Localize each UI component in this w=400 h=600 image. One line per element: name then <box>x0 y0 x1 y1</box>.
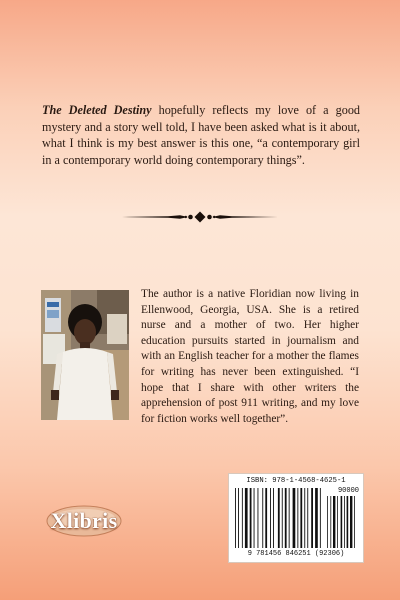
isbn-label: ISBN: 978-1-4568-4625-1 <box>246 477 346 485</box>
author-photo <box>41 290 129 420</box>
barcode <box>228 473 364 563</box>
xlibris-logo-icon <box>46 504 122 538</box>
blurb-paragraph <box>42 102 360 168</box>
blurb-text: hopefully reflects my love of a good mystery and a story well told, I have been asked what is it about, what I think is my best answer is this one, “a contemporary girl in a contemporary world doing contemporary things”. <box>42 103 361 167</box>
barcode-digits-left: 9 781456 846251 <box>247 550 311 558</box>
logo-text: Xlibris <box>50 508 118 533</box>
price-code: 90000 <box>337 487 359 495</box>
barcode-digits <box>229 550 363 558</box>
author-bio: The author is a native Floridian now living in Ellenwood, Georgia, USA. She is a retired nurse and a mother of two. Her higher education pursuits started in journalism and with an English teacher for a mother the flames for writing has never been extinguished. “I hope that I share with other writers the apprehension of post 911 writing, and my love for fiction works well together”. <box>141 288 359 425</box>
barcode-digits-right: (92306) <box>314 550 345 558</box>
book-title: The Deleted Destiny <box>42 103 152 117</box>
barcode-bars <box>233 488 359 550</box>
decorative-divider-icon <box>122 210 278 224</box>
